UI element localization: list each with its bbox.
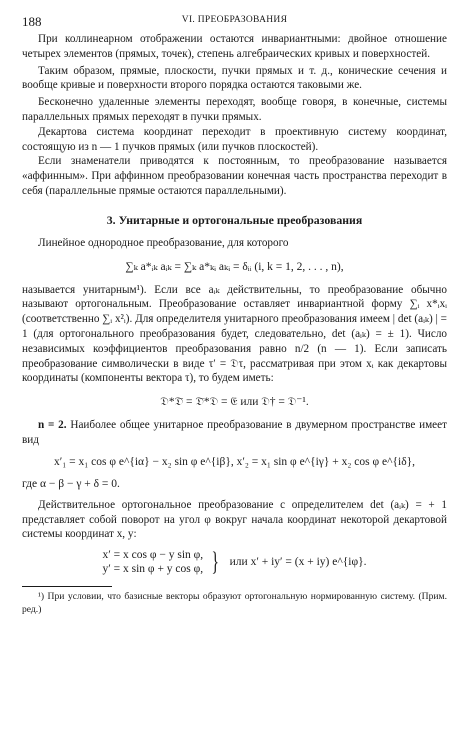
operator-formula: 𝔇*𝔇̃ = 𝔇̃*𝔇 = 𝔈 или 𝔇† = 𝔇⁻¹. [160,396,309,409]
paragraph-rotation: Действительное ортогональное преобразование с определителем det (aᵢₖ) = + 1 представляет собой поворот на угол φ вокруг начала координат некоторой декартовой системы координат x, y: [22,498,447,541]
right-brace: } [211,547,220,577]
rotation-system [22,548,447,576]
section-intro: Линейное однородное преобразование, для которого [38,236,289,249]
two-dim-unitary-formula: x′₁ = x₁ cos φ e^{iα} − x₂ sin φ e^{iβ}, x′₂ = x₁ sin φ e^{iγ} + x₂ cos φ e^{iδ}, [53,455,416,468]
footnote: ¹) При условии, что базисные векторы образуют ортогональную нормированную систему. (Прим. ред.) [22,591,447,615]
paragraph-cartesian: Декартова система координат переходит в проективную систему координат, состоящую из n — 1 пучков прямых (или пучков плоскостей). [22,125,447,153]
section-title: 3. Унитарные и ортогональные преобразования [106,212,363,227]
book-page [22,14,447,616]
rotation-line-x: x′ = x cos φ − y sin φ, [102,549,204,562]
running-title: VI. ПРЕОБРАЗОВАНИЯ [181,15,288,25]
page-number: 188 [22,14,42,29]
case-n2-text: Наиболее общее унитарное преобразование в двумерном пространстве имеет вид [22,419,447,446]
paragraph-infinite: Бесконечно удаленные элементы переходят, вообще говоря, в конечные, системы параллельных прямых переходят в пучки прямых. [22,96,447,123]
page-header [22,14,447,32]
phase-condition-formula: где α − β − γ + δ = 0. [22,477,120,490]
unitarity-condition-formula: ∑ₖ a*ᵢₖ aᵢₖ = ∑ₖ a*ₖᵢ aₖᵢ = δᵢᵢ (i, k = 1, 2, . . . , n), [125,260,344,273]
paragraph-collinear: При коллинеарном отображении остаются инвариантными: двойное отношение четырех элементов (прямых, точек), степень алгебраических кривых и поверхностей. [22,33,447,60]
paragraph-affine: Если знаменатели приводятся к постоянным, то преобразование называется «аффинным». При аффинном преобразовании конечная часть пространства переходит в себя (параллельные прямые остаются параллельными). [22,155,447,197]
case-n2-label: n = 2. [38,419,67,432]
paragraph-unitary-definition: называется унитарным¹). Если все aᵢₖ действительны, то преобразование обычно называют ортогональным. Преобразование оставляет инвариантной форму ∑ᵢ x*ᵢxᵢ (соответственно ∑ᵢ x²ᵢ). Для определителя унитарного преобразования имеем | det (aᵢₖ) | = 1 (для ортогонального преобразования будет, следовательно, det (aᵢₖ) = ± 1). Число независимых коэффициентов преобразования равно n/2 (n — 1). Если записать преобразование символически в виде τ′ = 𝔇τ, рассматривая при этом xᵢ как декартовы координаты (компоненты вектора τ), то будем иметь: [22,283,447,385]
footnote-rule [22,586,112,587]
paragraph-n2 [22,418,447,448]
paragraph-conics: Таким образом, прямые, плоскости, пучки прямых и т. д., конические сечения и вообще кривые и поверхности второго порядка остаются таковыми же. [22,64,447,92]
complex-rotation-formula: или x′ + iy′ = (x + iy) e^{iφ}. [229,556,367,569]
rotation-line-y: y′ = x sin φ + y cos φ, [102,563,204,576]
